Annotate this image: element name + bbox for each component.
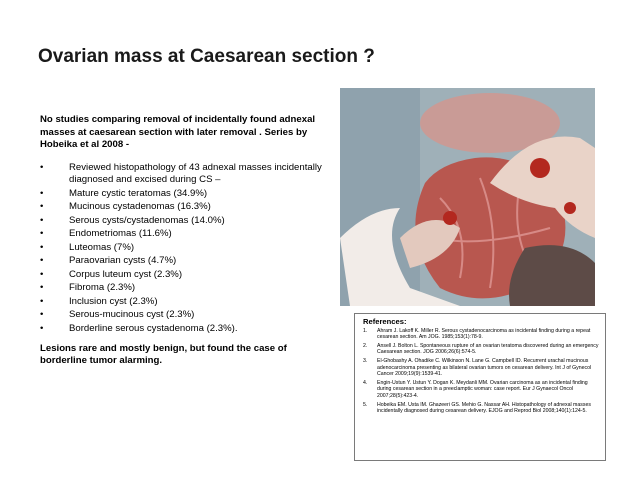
list-item-text: Fibroma (2.3%) [69, 282, 136, 294]
bullet-icon: • [40, 309, 44, 321]
blood-spot [530, 158, 550, 178]
list-item-text: Borderline serous cystadenoma (2.3%). [69, 322, 238, 334]
reference-number: 4. [363, 379, 368, 386]
bullet-icon: • [40, 255, 44, 267]
list-item [40, 296, 330, 308]
reference-text: El-Ghobashy A. Ohadike C. Wilkinson N. Lane G. Campbell ID. Recurrent urachal mucinous adenocarcinoma presenting as bilateral ovarian tumors on cesarean delivery. Int J of Gynecol Cancer 2009;19(9):1539-41. [377, 357, 592, 378]
list-item-text: Luteomas (7%) [69, 241, 135, 253]
list-item [40, 282, 330, 294]
reference-number: 5. [363, 401, 368, 408]
list-item-text: Serous cysts/cystadenomas (14.0%) [69, 214, 225, 226]
bullet-icon: • [40, 241, 44, 253]
list-item [40, 269, 330, 281]
bullet-icon: • [40, 322, 44, 334]
findings-list [40, 162, 330, 336]
list-item [40, 309, 330, 321]
bullet-icon: • [40, 282, 44, 294]
reference-item [363, 380, 599, 400]
blood-spot [564, 202, 576, 214]
list-item [40, 201, 330, 213]
references-box [354, 313, 606, 461]
reference-item [363, 343, 599, 356]
reference-number: 1. [363, 327, 368, 334]
blood-spot [443, 211, 457, 225]
list-item [40, 242, 330, 254]
bullet-icon: • [40, 214, 44, 226]
bullet-icon: • [40, 268, 44, 280]
reference-text: Ansell J. Bolton L. Spontaneous rupture of an ovarian teratoma discovered during an emergency Caesarean section. JOG 2006;26(6):574-5. [377, 342, 599, 356]
list-item [40, 255, 330, 267]
reference-number: 3. [363, 357, 368, 364]
slide-title: Ovarian mass at Caesarean section ? [38, 46, 375, 67]
list-item-text: Reviewed histopathology of 43 adnexal masses incidentally diagnosed and excised during CS – [69, 162, 322, 186]
list-item [40, 215, 330, 227]
list-item [40, 188, 330, 200]
bullet-icon: • [40, 228, 44, 240]
list-item [40, 323, 330, 335]
gloved-hand [509, 245, 595, 306]
bullet-icon: • [40, 187, 44, 199]
reference-number: 2. [363, 342, 368, 349]
references-list [363, 328, 599, 415]
list-item-text: Corpus luteum cyst (2.3%) [69, 268, 183, 280]
bullet-icon: • [40, 162, 44, 173]
list-item-text: Serous-mucinous cyst (2.3%) [69, 309, 195, 321]
bullet-icon: • [40, 201, 44, 213]
reference-item [363, 358, 599, 378]
list-item [40, 228, 330, 240]
list-item-text: Endometriomas (11.6%) [69, 228, 172, 240]
bullet-icon: • [40, 295, 44, 307]
reference-text: Engin-Ustun Y. Ustun Y. Dogan K. Meydanli MM. Ovarian carcinoma as an incidental finding during cesarean section in a preeclamptic woman: case report. Eur J Gynaecol Oncol 2007;28(5):423-4. [377, 379, 588, 399]
list-item-text: Mucinous cystadenomas (16.3%) [69, 201, 211, 213]
list-item [40, 162, 330, 186]
list-item-text: Inclusion cyst (2.3%) [69, 295, 158, 307]
reference-text: Hobeika EM. Usta IM. Ghazeeri GS. Mehio G. Nassar AH. Histopathology of adnexal masses incidentally diagnosed during cesarean delivery. EJOG and Reprod Biol 2008;140(1):124-5. [377, 401, 591, 415]
references-heading: References: [363, 317, 407, 326]
list-item-text: Mature cystic teratomas (34.9%) [69, 187, 208, 199]
reference-item [363, 402, 599, 415]
reference-item [363, 328, 599, 341]
reference-text: Ahram J. Lakoff K. Miller R. Serous cystadenocarcinoma as incidental finding during a repeat cesarean section. Am JOG. 1985;153(1):78-9. [377, 327, 591, 341]
intro-text: No studies comparing removal of incidentally found adnexal masses at caesarean section with later removal . Series by Hobeika et al 2008 - [40, 114, 316, 151]
list-item-text: Paraovarian cysts (4.7%) [69, 255, 177, 267]
surgical-photo [340, 88, 595, 306]
conclusion-text: Lesions rare and mostly benign, but found the case of borderline tumor alarming. [40, 343, 287, 367]
